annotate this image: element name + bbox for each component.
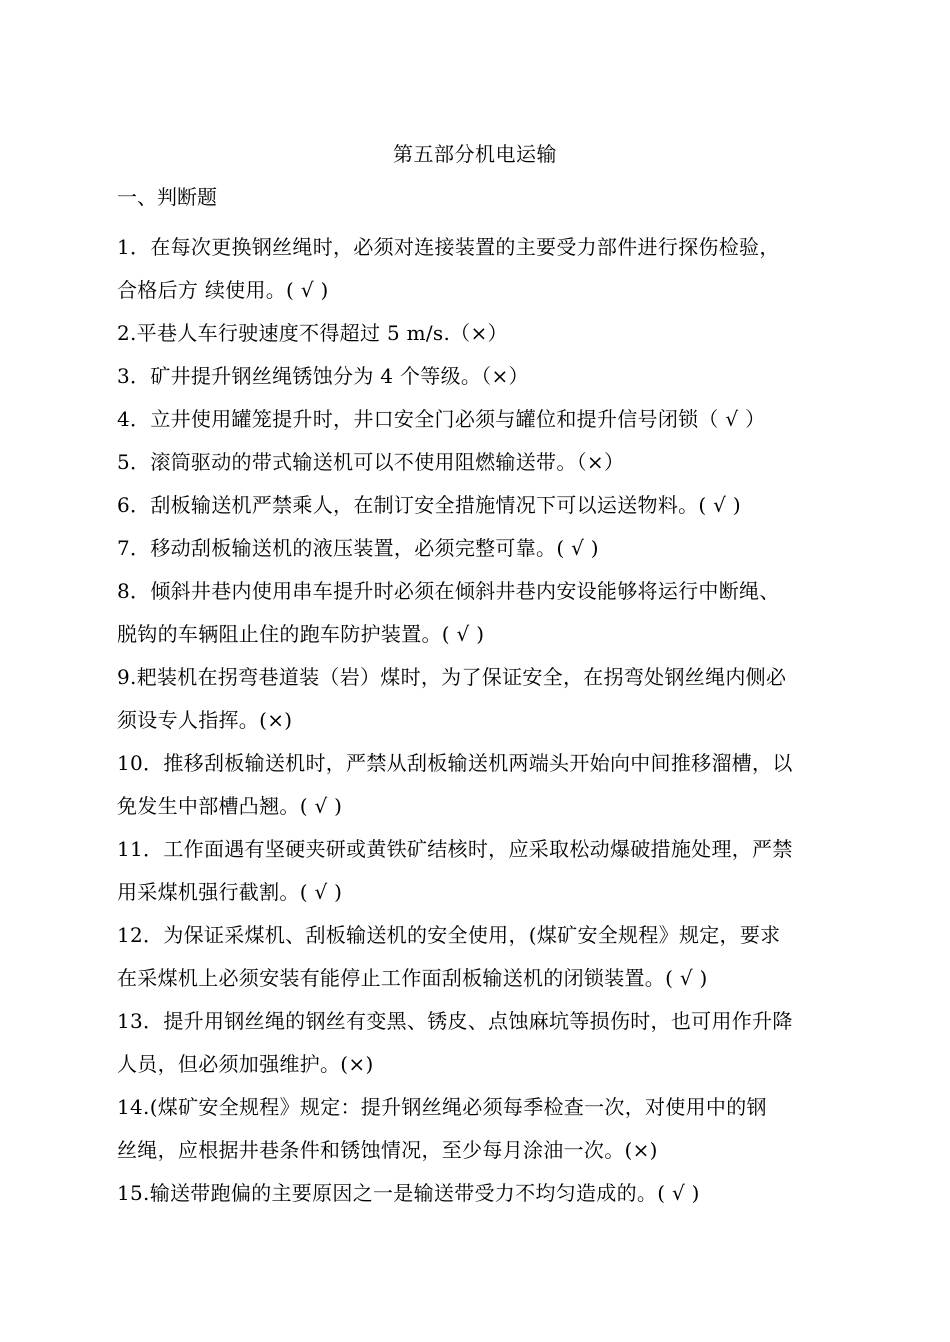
section-heading: 一、判断题: [117, 185, 217, 209]
text-line: 10．推移刮板输送机时，严禁从刮板输送机两端头开始向中间推移溜槽，以: [117, 751, 793, 775]
text-line: 6．刮板输送机严禁乘人，在制订安全措施情况下可以运送物料。( √ ): [117, 493, 741, 517]
text-line: 15.输送带跑偏的主要原因之一是输送带受力不均匀造成的。( √ ): [117, 1181, 700, 1205]
text-line: 9.耙装机在拐弯巷道装（岩）煤时，为了保证安全，在拐弯处钢丝绳内侧必: [117, 665, 787, 689]
text-line: 5．滚筒驱动的带式输送机可以不使用阻燃输送带。（×）: [117, 450, 625, 474]
text-line: 1．在每次更换钢丝绳时，必须对连接装置的主要受力部件进行探伤检验，: [117, 235, 780, 259]
text-line: 2.平巷人车行驶速度不得超过 5 m/s.（×）: [117, 321, 508, 345]
text-line: 4．立井使用罐笼提升时，井口安全门必须与罐位和提升信号闭锁（ √ ）: [117, 407, 766, 431]
text-line: 合格后方 续使用。( √ ): [117, 278, 329, 302]
text-line: 免发生中部槽凸翘。( √ ): [117, 794, 343, 818]
text-line: 脱钩的车辆阻止住的跑车防护装置。( √ ): [117, 622, 485, 646]
text-line: 在采煤机上必须安装有能停止工作面刮板输送机的闭锁装置。( √ ): [117, 966, 708, 990]
text-line: 用采煤机强行截割。( √ ): [117, 880, 343, 904]
text-line: 8．倾斜井巷内使用串车提升时必须在倾斜井巷内安设能够将运行中断绳、: [117, 579, 780, 603]
text-line: 12．为保证采煤机、刮板输送机的安全使用，(煤矿安全规程》规定，要求: [117, 923, 781, 947]
text-line: 13．提升用钢丝绳的钢丝有变黑、锈皮、点蚀麻坑等损伤时，也可用作升降: [117, 1009, 793, 1033]
text-line: 须设专人指挥。(×): [117, 708, 293, 732]
text-line: 人员，但必须加强维护。(×): [117, 1052, 374, 1076]
page-title: 第五部分机电运输: [393, 142, 557, 166]
text-line: 7．移动刮板输送机的液压装置，必须完整可靠。( √ ): [117, 536, 599, 560]
text-line: 丝绳，应根据井巷条件和锈蚀情况，至少每月涂油一次。(×): [117, 1138, 658, 1162]
text-line: 14.(煤矿安全规程》规定：提升钢丝绳必须每季检查一次，对使用中的钢: [117, 1095, 767, 1119]
text-line: 3．矿井提升钢丝绳锈蚀分为 4 个等级。（×）: [117, 364, 529, 388]
text-line: 11．工作面遇有坚硬夹研或黄铁矿结核时，应采取松动爆破措施处理，严禁: [117, 837, 793, 861]
question-list: [117, 226, 837, 1215]
